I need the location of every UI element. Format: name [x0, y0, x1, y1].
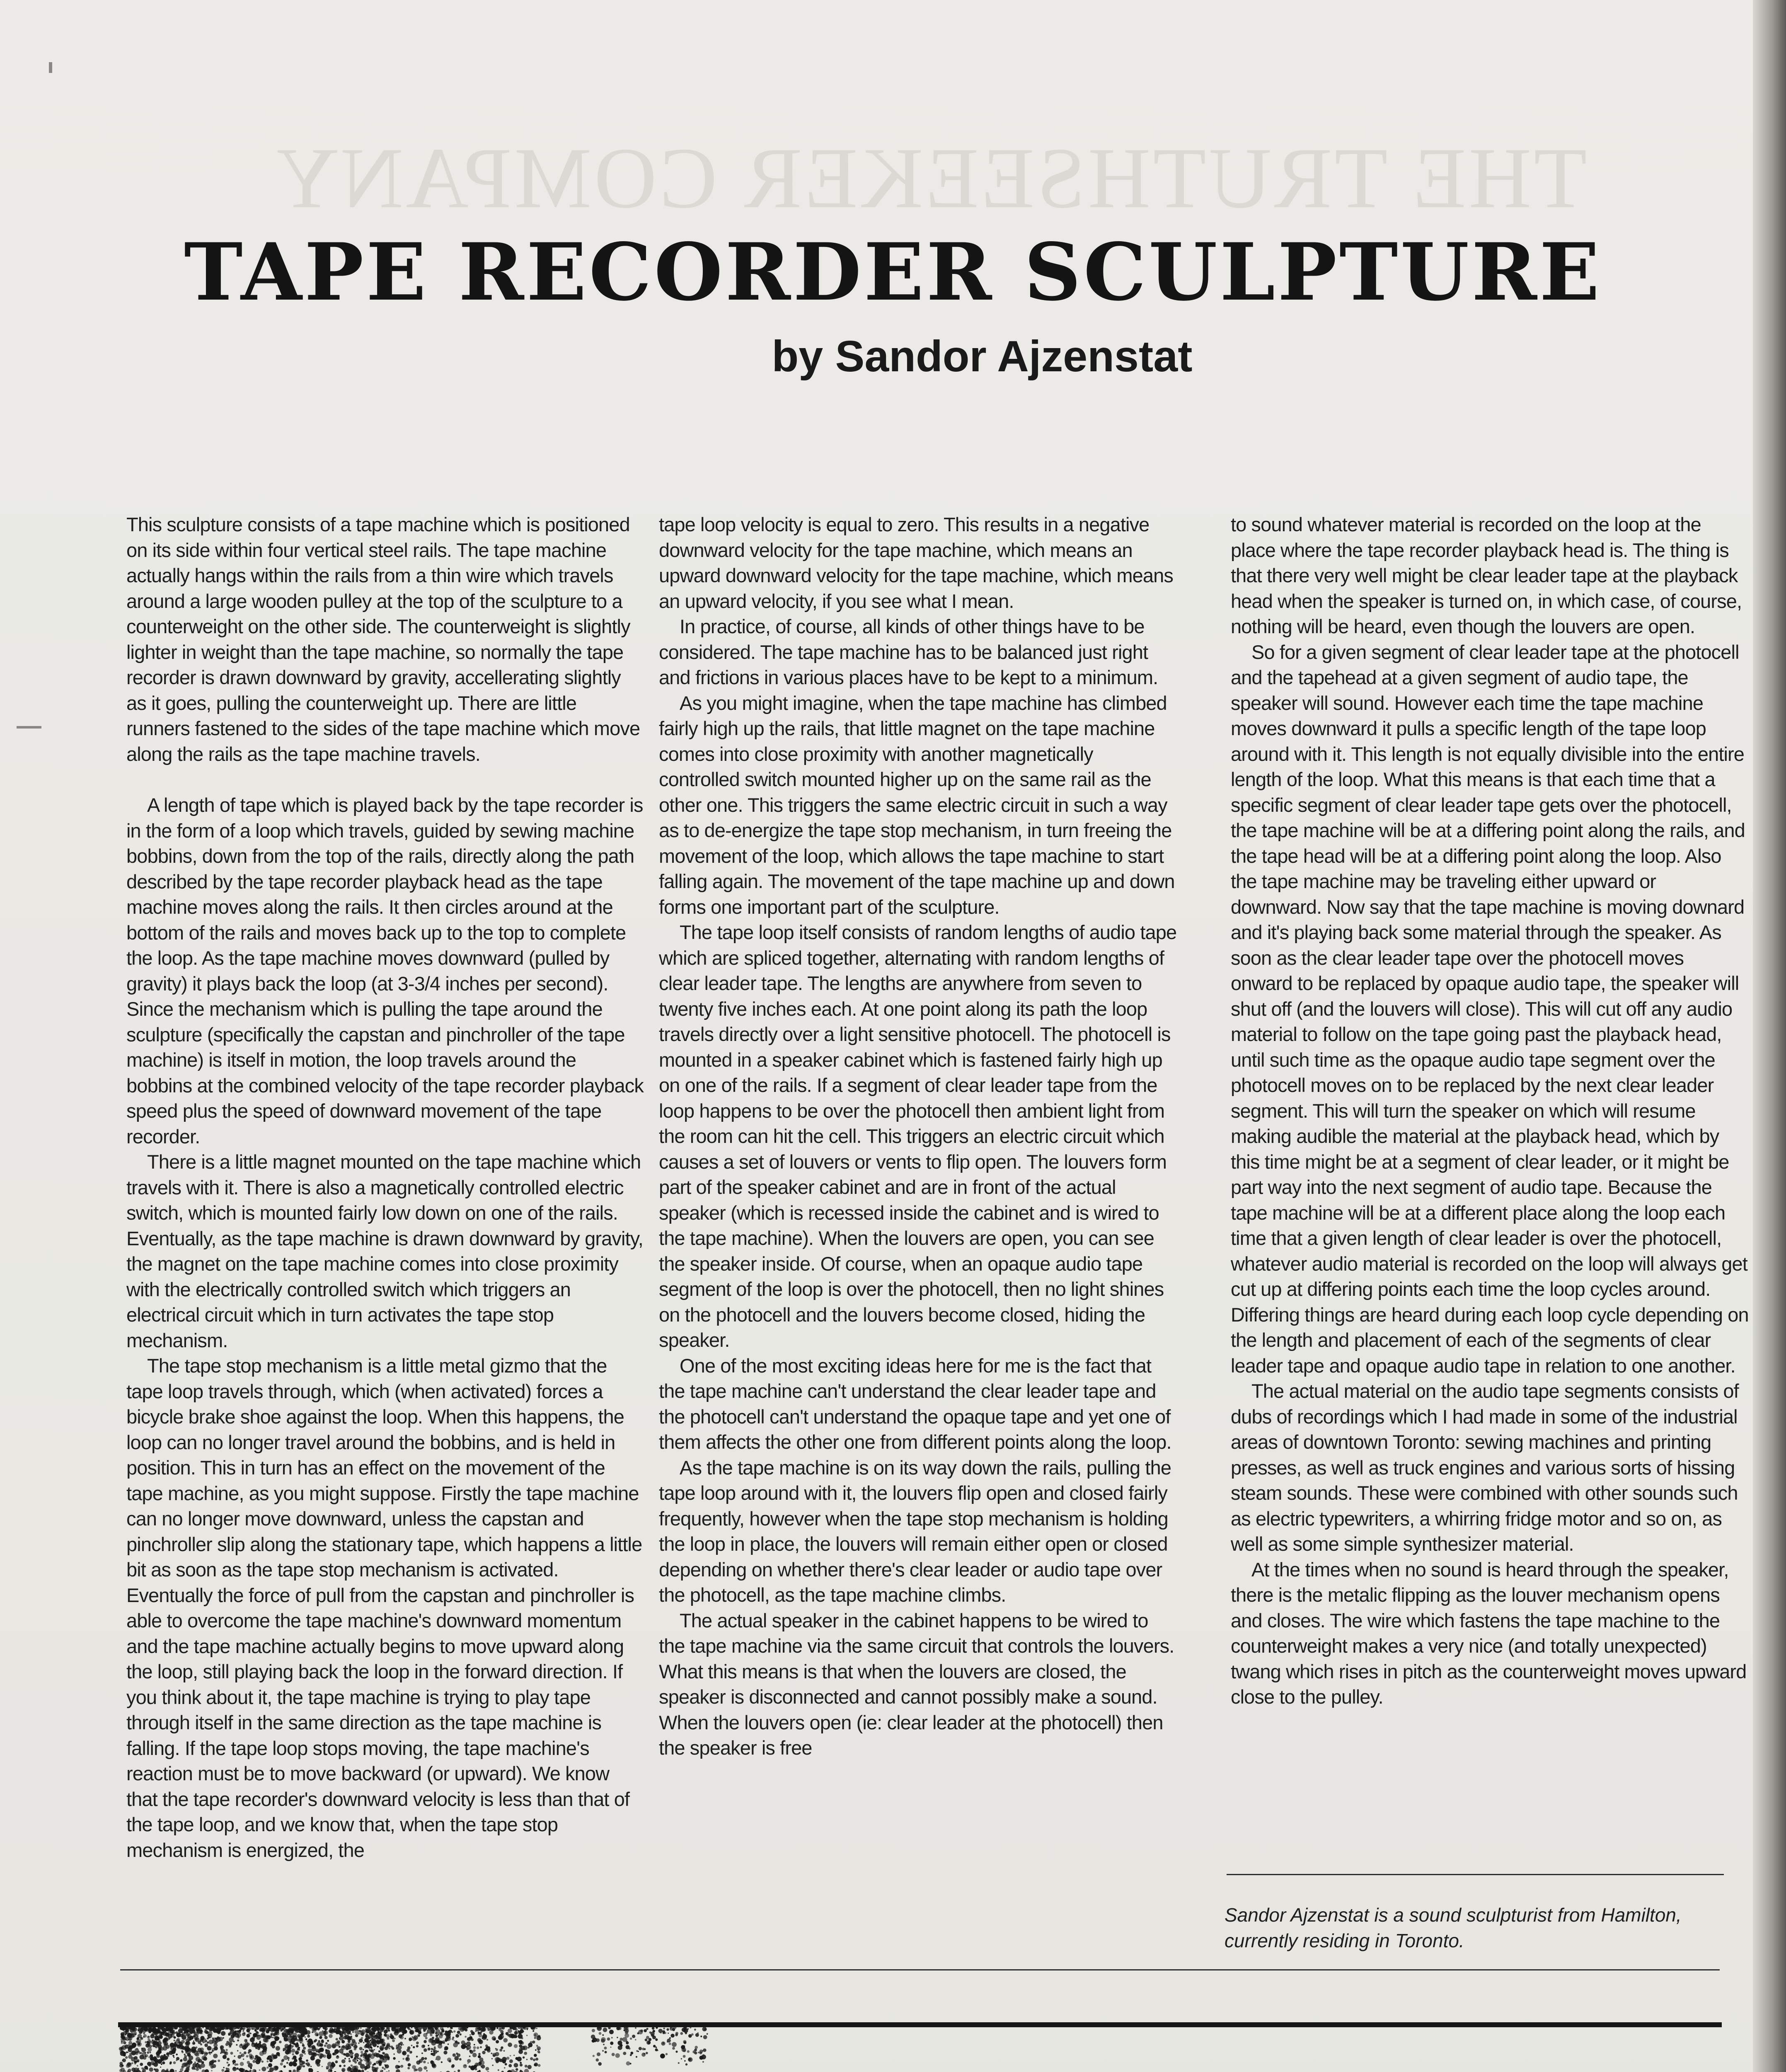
paragraph: The tape loop itself consists of random lengths of audio tape which are spliced together, alternating with random lengths of clear leader tape. The lengths are anywhere from seven to twenty five inches each. At one point along its path the loop travels directly over a light sensitive photocell. The photocell is mounted in a speaker cabinet which is fastened fairly high up on one of the rails. If a segment of clear leader tape from the loop happens to be over the photocell then ambient light from the room can hit the cell. This triggers an electric circuit which causes a set of louvers or vents to flip open. The louvers form part of the speaker cabinet and are in front of the actual speaker (which is recessed inside the cabinet and is wired to the tape machine). When the louvers are open, you can see the speaker inside. Of course, when an opaque audio tape segment of the loop is over the photocell, then no light shines on the photocell and the louvers become closed, hiding the speaker. — [659, 921, 1177, 1351]
author-bio: Sandor Ajzenstat is a sound sculpturist from Hamilton, currently residing in Toronto. — [1225, 1904, 1682, 1951]
article-column-3 — [1231, 512, 1749, 1710]
paragraph: A length of tape which is played back by the tape recorder is in the form of a loop which travels, guided by sewing machine bobbins, down from the top of the rails, directly along the path described by the tape recorder playback head as the tape machine moves along the rails. It then circles around at the bottom of the rails and moves back up to the top to complete the loop. As the tape machine moves downward (pulled by gravity) it plays back the loop (at 3-3/4 inches per second). Since the mechanism which is pulling the tape around the sculpture (specifically the capstan and pinchroller of the tape machine) is itself in motion, the loop travels around the bobbins at the combined velocity of the tape recorder playback speed plus the speed of downward movement of the tape recorder. — [126, 794, 644, 1147]
scan-speck — [17, 726, 41, 729]
paragraph: As the tape machine is on its way down the rails, pulling the tape loop around with it, the louvers flip open and closed fairly frequently, however when the tape stop mechanism is holding the loop in place, the louvers will remain either open or closed depending on whether there's clear leader or audio tape over the photocell, as the tape machine climbs. — [659, 1456, 1171, 1606]
paragraph: There is a little magnet mounted on the tape machine which travels with it. There is also a magnetically controlled electric switch, which is mounted fairly low down on one of the rails. Eventually, as the tape machine is drawn downward by gravity, the magnet on the tape machine comes into close proximity with the electrically controlled switch which triggers an electrical circuit which in turn activates the tape stop mechanism. — [126, 1151, 643, 1351]
bio-divider — [1227, 1874, 1724, 1875]
scan-speck — [49, 62, 52, 73]
paragraph: The actual speaker in the cabinet happens to be wired to the tape machine via the same circuit that controls the louvers. What this means is that when the louvers are closed, the speaker is disconnected and cannot possibly make a sound. When the louvers open (ie: clear leader at the photocell) then the speaker is free — [659, 1609, 1174, 1759]
paragraph: One of the most exciting ideas here for me is the fact that the tape machine can't understand the clear leader tape and the photocell can't understand the opaque tape and yet one of them affects the other one from different points along the loop. — [659, 1354, 1171, 1453]
paragraph: So for a given segment of clear leader tape at the photocell and the tapehead at a given segment of audio tape, the speaker will sound. However each time the tape machine moves downward it pulls a specific length of the tape loop around with it. This length is not equally divisible into the entire length of the loop. What this means is that each time that a specific segment of clear leader tape gets over the photocell, the tape machine will be at a differing point along the rails, and the tape head will be at a differing point along the loop. Also the tape machine may be traveling either upward or downward. Now say that the tape machine is moving downard and it's playing back some material through the speaker. As soon as the clear leader tape over the photocell moves onward to be replaced by opaque audio tape, the speaker will shut off (and the louvers will close). This will cut off any audio material to follow on the tape going past the playback head, until such time as the opaque audio tape segment over the photocell moves on to be replaced by the next clear leader segment. This will turn the speaker on which will resume making audible the material at the playback head, which by this time might be at a segment of clear leader, or it might be part way into the next segment of audio tape. Because the tape machine will be at a different place along the loop each time that a given length of clear leader is over the photocell, whatever audio material is recorded on the loop will always get cut up at differing points each time the loop cycles around. Differing things are heard during each loop cycle depending on the length and placement of each of the segments of clear leader tape and opaque audio tape in relation to one another. — [1231, 641, 1749, 1377]
article-column-2 — [659, 512, 1177, 1761]
article-title: TAPE RECORDER SCULPTURE — [184, 226, 1602, 318]
speckle-illustration — [118, 2027, 760, 2072]
paragraph: The actual material on the audio tape segments consists of dubs of recordings which I had made in some of the industrial areas of downtown Toronto: sewing machines and printing presses, as well as truck engines and various sorts of hissing steam sounds. These were combined with other sounds such as electric typewriters, a whirring fridge motor and so on, as well as some simple synthesizer material. — [1231, 1380, 1739, 1555]
paragraph: to sound whatever material is recorded on the loop at the place where the tape recorder playback head is. The thing is that there very well might be clear leader tape at the playback head when the speaker is turned on, in which case, of course, nothing will be heard, even though the louvers are open. — [1231, 513, 1742, 637]
article-byline: by Sandor Ajzenstat — [772, 332, 1193, 381]
paragraph: At the times when no sound is heard through the speaker, there is the metalic flipping as the louver mechanism opens and closes. The wire which fastens the tape machine to the counterweight makes a very nice (and totally unexpected) twang which rises in pitch as the counterweight moves upward close to the pulley. — [1231, 1558, 1747, 1708]
paragraph: tape loop velocity is equal to zero. This results in a negative downward velocity for the tape machine, which means an upward downward velocity for the tape machine, which means an upward velocity, if you see what I mean. — [659, 513, 1173, 612]
paragraph: As you might imagine, when the tape machine has climbed fairly high up the rails, that little magnet on the tape machine comes into close proximity with another magnetically controlled switch mounted higher up on the same rail as the other one. This triggers the same electric circuit in such a way as to de-energize the tape stop mechanism, in turn freeing the movement of the loop, which allows the tape machine to start falling again. The movement of the tape machine up and down forms one important part of the sculpture. — [659, 692, 1175, 918]
article-end-rule — [120, 1969, 1720, 1970]
article-column-1 — [126, 512, 644, 1863]
paragraph: In practice, of course, all kinds of other things have to be considered. The tape machine has to be balanced just right and frictions in various places have to be kept to a minimum. — [659, 615, 1158, 688]
bleed-through-text: THE TRUTHSEEKER COMPANY — [273, 130, 1587, 226]
section-divider — [118, 2022, 1722, 2027]
paragraph: This sculpture consists of a tape machine which is positioned on its side within four vertical steel rails. The tape machine actually hangs within the rails from a thin wire which travels around a large wooden pulley at the top of the sculpture to a counterweight on the other side. The counterweight is slightly lighter in weight than the tape machine, so normally the tape recorder is drawn downward by gravity, accellerating slightly as it goes, pulling the counterweight up. There are little runners fastened to the sides of the tape machine which move along the rails as the tape machine travels. — [126, 513, 640, 765]
paragraph: The tape stop mechanism is a little metal gizmo that the tape loop travels through, which (when activated) forces a bicycle brake shoe against the loop. When this happens, the loop can no longer travel around the bobbins, and is held in position. This in turn has an effect on the movement of the tape machine, as you might suppose. Firstly the tape machine can no longer move downward, unless the capstan and pinchroller slip along the stationary tape, which happens a little bit as soon as the tape stop mechanism is activated. Eventually the force of pull from the capstan and pinchroller is able to overcome the tape machine's downward momentum and the tape machine actually begins to move upward along the loop, still playing back the loop in the forward direction. If you think about it, the tape machine is trying to play tape through itself in the same direction as the tape machine is falling. If the tape loop stops moving, the tape machine's reaction must be to move backward (or upward). We know that the tape recorder's downward velocity is less than that of the tape loop, and we know that, when the tape stop mechanism is energized, the — [126, 1355, 642, 1861]
